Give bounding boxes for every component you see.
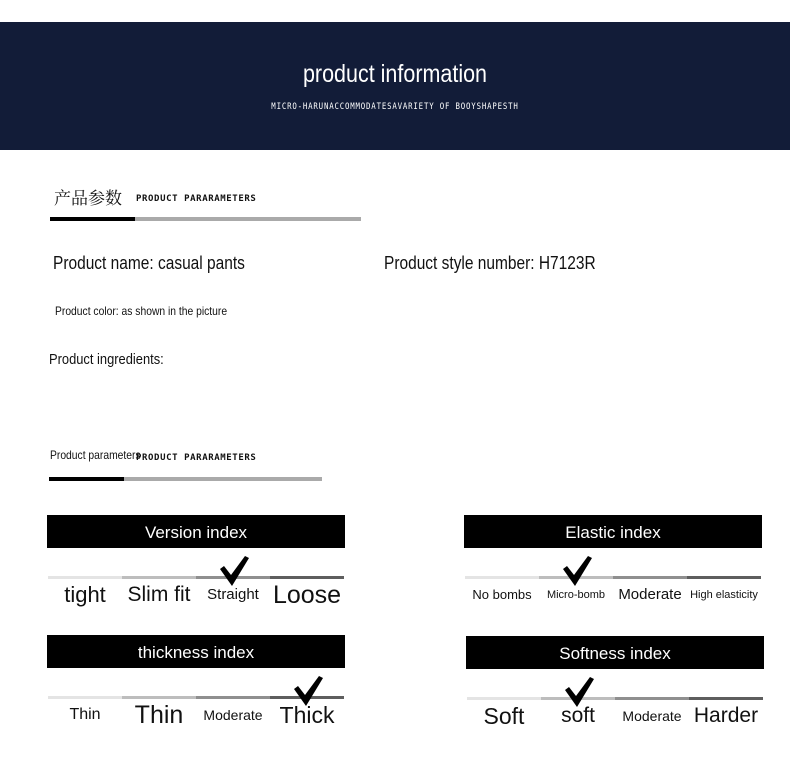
scale-segment — [122, 696, 196, 699]
elastic-index-panel — [464, 515, 762, 615]
index-scale-bar — [467, 697, 763, 700]
section2-title: Product parameters — [50, 448, 141, 462]
softness-index-panel — [466, 636, 764, 736]
option-no-bombs: No bombs — [472, 587, 532, 602]
scale-segment — [465, 576, 539, 579]
scale-segment — [48, 696, 122, 699]
option-harder: Harder — [693, 704, 759, 727]
scale-segment — [122, 576, 196, 579]
scale-segment — [689, 697, 763, 700]
banner-title: product information — [302, 60, 488, 88]
checkmark-icon — [216, 553, 252, 589]
section2-divider-accent — [49, 477, 124, 481]
option-moderate: Moderate — [622, 708, 682, 724]
option-slim-fit: Slim fit — [127, 583, 191, 606]
option-high-elasticity: High elasticity — [690, 589, 758, 601]
index-scale-bar — [48, 576, 344, 579]
scale-segment — [687, 576, 761, 579]
scale-segment — [196, 696, 270, 699]
option-moderate: Moderate — [618, 586, 682, 603]
product-style-number: Product style number: H7123R — [384, 253, 596, 273]
product-color: Product color: as shown in the picture — [55, 304, 228, 318]
scale-segment — [615, 697, 689, 700]
option-moderate: Moderate — [203, 707, 263, 723]
option-thick: Thick — [279, 702, 335, 728]
option-thin: Thin — [69, 706, 101, 723]
option-soft: Soft — [483, 703, 525, 729]
index-title: Softness index — [466, 636, 764, 669]
header-banner — [0, 22, 790, 150]
option-straight: Straight — [207, 586, 259, 603]
scale-segment — [613, 576, 687, 579]
checkmark-icon — [559, 553, 595, 589]
scale-segment — [467, 697, 541, 700]
checkmark-icon — [561, 674, 597, 710]
section2-subtitle: PRODUCT PARARAMETERS — [136, 453, 257, 463]
thickness-index-panel — [47, 635, 345, 735]
product-ingredients: Product ingredients: — [49, 351, 164, 368]
section-title-cn: 产品参数 — [54, 189, 122, 208]
section-divider-accent — [50, 217, 135, 221]
banner-subtitle: MICRO-HARUNACCOMMODATESAVARIETY OF BOOYSHAPESTH — [271, 102, 519, 112]
scale-segment — [270, 576, 344, 579]
index-title: Elastic index — [464, 515, 762, 548]
version-index-panel — [47, 515, 345, 615]
option-soft: soft — [561, 704, 595, 727]
option-micro-bomb: Micro-bomb — [546, 589, 606, 601]
section-subtitle: PRODUCT PARARAMETERS — [136, 194, 257, 204]
option-loose: Loose — [272, 581, 342, 609]
index-title: thickness index — [47, 635, 345, 668]
index-title: Version index — [47, 515, 345, 548]
index-scale-bar — [465, 576, 761, 579]
product-name: Product name: casual pants — [53, 253, 245, 273]
option-thin: Thin — [134, 701, 184, 729]
scale-segment — [48, 576, 122, 579]
checkmark-icon — [290, 673, 326, 709]
option-tight: tight — [64, 582, 106, 607]
